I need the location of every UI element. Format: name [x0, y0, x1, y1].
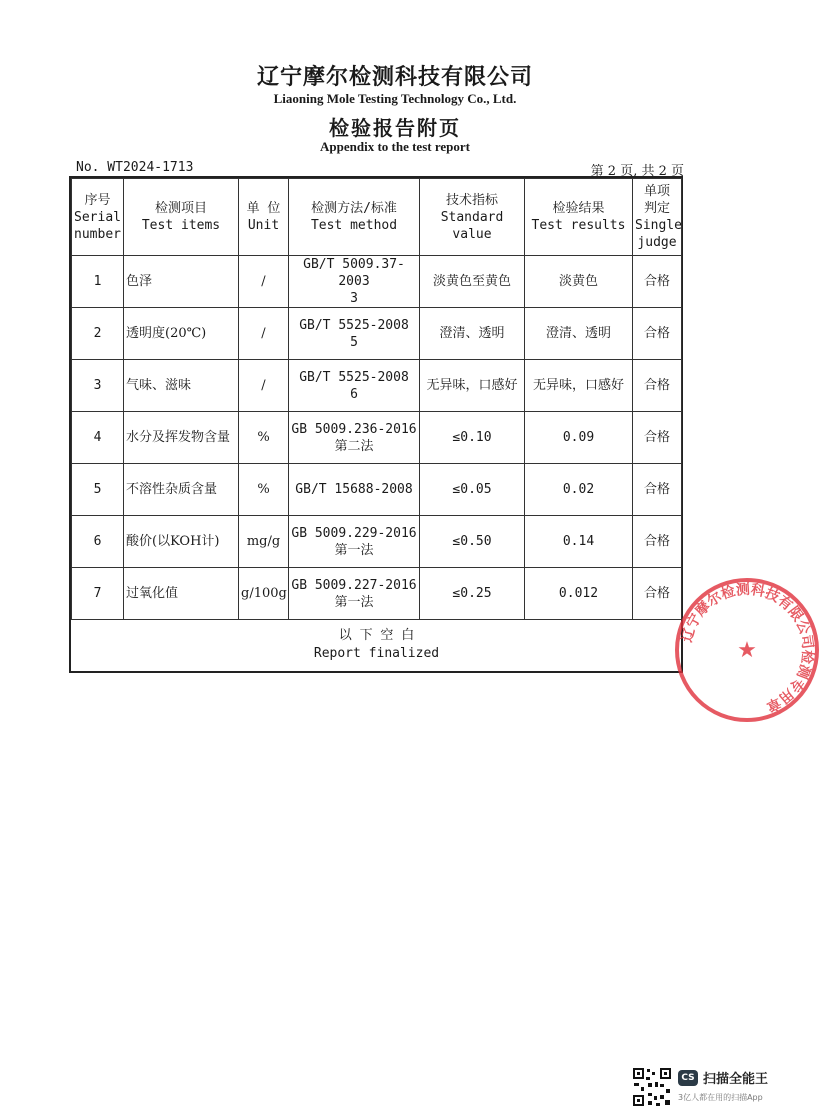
cell-test-item: 水分及挥发物含量: [124, 412, 239, 464]
report-finalized: 以 下 空 白 Report finalized: [313, 628, 440, 661]
results-table: [69, 176, 683, 673]
cell-unit: %: [239, 464, 289, 516]
cell-test-item: 色泽: [124, 256, 239, 308]
cell-unit: %: [239, 412, 289, 464]
cell-judge: 合格: [633, 412, 682, 464]
cell-test-item: 不溶性杂质含量: [124, 464, 239, 516]
cell-test-item: 过氧化值: [124, 568, 239, 620]
cell-test-item: 酸价(以KOH计): [124, 516, 239, 568]
cell-test-item: 气味、滋味: [124, 360, 239, 412]
cell-serial: 5: [72, 464, 124, 516]
cell-method: GB 5009.236-2016 第二法: [289, 412, 420, 464]
cell-method: GB 5009.227-2016 第一法: [289, 568, 420, 620]
cell-judge: 合格: [633, 256, 682, 308]
cell-judge: 合格: [633, 464, 682, 516]
table-header-row: [72, 179, 682, 256]
header-unit: 单 位 Unit: [239, 179, 289, 256]
cell-serial: 6: [72, 516, 124, 568]
cell-serial: 7: [72, 568, 124, 620]
cell-standard: 澄清、透明: [420, 308, 525, 360]
header-standard-value: 技术指标 Standard value: [420, 179, 525, 256]
svg-text:辽宁摩尔检测科技有限公司检测专用章: 辽宁摩尔检测科技有限公司检测专用章: [679, 581, 816, 715]
cell-serial: 4: [72, 412, 124, 464]
cell-unit: /: [239, 360, 289, 412]
cell-result: 0.02: [525, 464, 633, 516]
report-number: No. WT2024-1713: [76, 160, 194, 175]
cell-method: GB/T 15688-2008: [289, 464, 420, 516]
finalized-row: [72, 620, 682, 671]
cell-result: 0.09: [525, 412, 633, 464]
cell-judge: 合格: [633, 568, 682, 620]
cell-unit: /: [239, 308, 289, 360]
cell-unit: g/100g: [239, 568, 289, 620]
table-row: [72, 516, 682, 568]
cell-result: 淡黄色: [525, 256, 633, 308]
table-row: [72, 412, 682, 464]
cell-serial: 1: [72, 256, 124, 308]
cell-test-item: 透明度(20℃): [124, 308, 239, 360]
header-single-judge: 单项 判定 Single judge: [633, 179, 682, 256]
header-serial: 序号 Serial number: [72, 179, 124, 256]
cell-result: 0.14: [525, 516, 633, 568]
cell-judge: 合格: [633, 360, 682, 412]
cell-method: GB/T 5525-2008 6: [289, 360, 420, 412]
cell-standard: ≤0.25: [420, 568, 525, 620]
cell-judge: 合格: [633, 308, 682, 360]
cell-standard: ≤0.50: [420, 516, 525, 568]
cell-method: GB/T 5009.37-2003 3: [289, 256, 420, 308]
header-test-method: 检测方法/标准 Test method: [289, 179, 420, 256]
page-info: 第 2 页, 共 2 页: [590, 164, 684, 179]
cell-standard: 淡黄色至黄色: [420, 256, 525, 308]
cell-serial: 3: [72, 360, 124, 412]
header-test-results: 检验结果 Test results: [525, 179, 633, 256]
scanner-app-tagline: 3亿人都在用的扫描App: [678, 1093, 763, 1102]
cell-standard: ≤0.10: [420, 412, 525, 464]
camscanner-logo-icon: CS: [678, 1070, 698, 1086]
cell-standard: ≤0.05: [420, 464, 525, 516]
cell-result: 澄清、透明: [525, 308, 633, 360]
company-seal-stamp: [672, 575, 822, 725]
table-row: [72, 464, 682, 516]
cell-unit: mg/g: [239, 516, 289, 568]
scanner-app-name: 扫描全能王: [703, 1072, 769, 1087]
cell-standard: 无异味，口感好: [420, 360, 525, 412]
cell-judge: 合格: [633, 516, 682, 568]
svg-text:★: ★: [737, 638, 757, 663]
header-test-items: 检测项目 Test items: [124, 179, 239, 256]
report-title-en: Appendix to the test report: [320, 139, 470, 154]
cell-result: 0.012: [525, 568, 633, 620]
table-row: [72, 256, 682, 308]
table-row: [72, 360, 682, 412]
table-row: [72, 308, 682, 360]
report-title-cn: 检验报告附页: [329, 116, 461, 140]
cell-serial: 2: [72, 308, 124, 360]
cell-method: GB 5009.229-2016 第一法: [289, 516, 420, 568]
cell-result: 无异味，口感好: [525, 360, 633, 412]
cell-unit: /: [239, 256, 289, 308]
table-row: [72, 568, 682, 620]
company-name-en: Liaoning Mole Testing Technology Co., Ltd.: [273, 91, 517, 106]
company-name-cn: 辽宁摩尔检测科技有限公司: [256, 64, 533, 90]
qr-code-icon: [632, 1067, 672, 1107]
cell-method: GB/T 5525-2008 5: [289, 308, 420, 360]
